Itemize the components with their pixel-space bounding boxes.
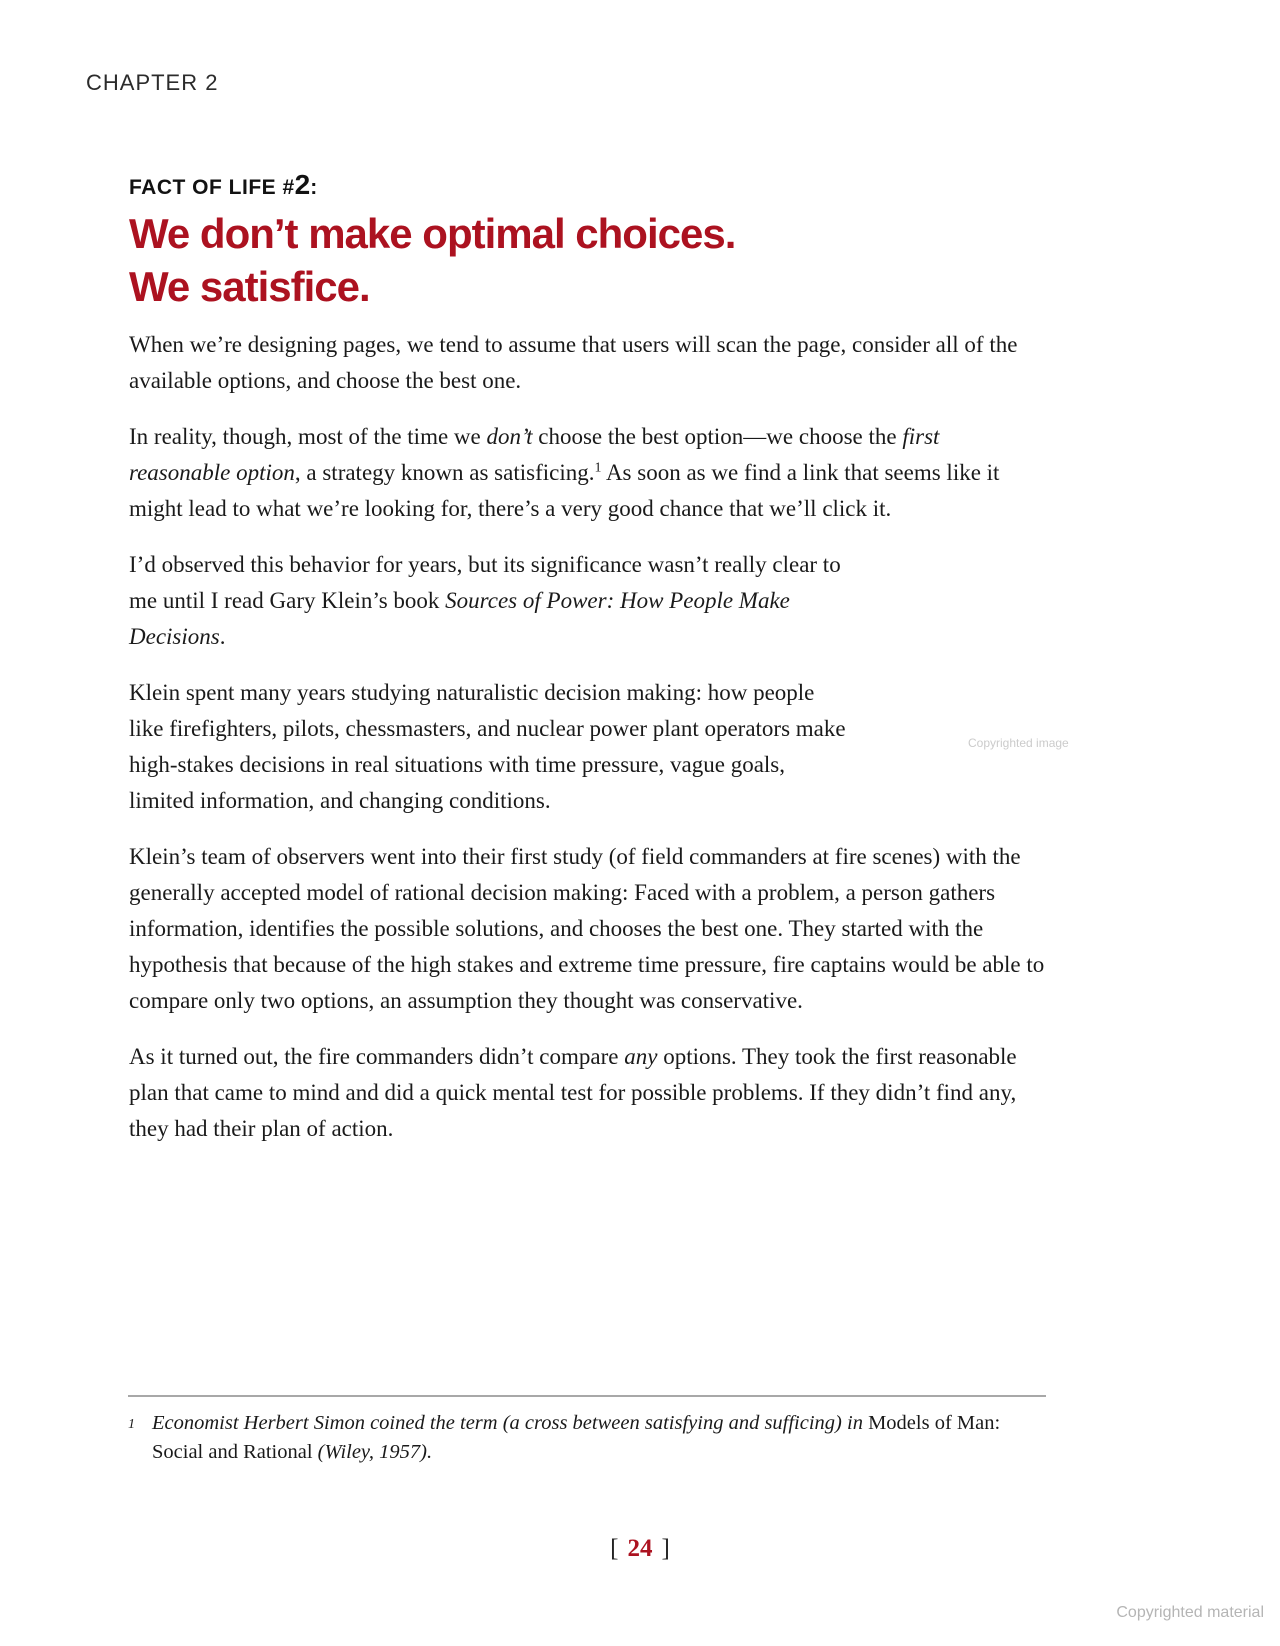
text-segment: Economist Herbert Simon coined the term (a cross between satisfying and sufficing) in	[152, 1412, 869, 1434]
text-segment: don’t	[486, 424, 533, 449]
text-segment: When we’re designing pages, we tend to assume that users will scan the page, consider all of the available options, and choose the best one.	[129, 332, 1018, 393]
fact-of-life-kicker	[129, 170, 1045, 203]
text-segment: In reality, though, most of the time we	[129, 424, 487, 449]
title-line-1: We don’t make optimal choices.	[129, 210, 736, 257]
text-segment: , a strategy known as satisficing.	[294, 460, 595, 485]
text-segment: 1	[594, 460, 602, 476]
paragraph-4	[129, 675, 847, 819]
paragraph-2	[129, 419, 1045, 527]
copyrighted-image-watermark: Copyrighted image	[968, 736, 1069, 750]
footnote-text	[152, 1409, 1046, 1467]
text-segment: options. They took the first reasonable plan that came to mind and did a quick mental test for possible problems. If they didn’t find any, they had their plan of action.	[129, 1044, 1017, 1141]
footnote-marker: 1	[128, 1417, 135, 1432]
text-segment: (Wiley, 1957).	[317, 1441, 433, 1463]
text-segment: .	[219, 624, 226, 649]
text-segment: Sources of Power: How People Make Decisions	[129, 588, 790, 649]
page-title	[129, 207, 1045, 313]
kicker-colon: :	[310, 176, 318, 199]
footnote-body	[128, 1409, 1046, 1467]
page-number-folio	[0, 1535, 1280, 1563]
text-segment: Klein spent many years studying naturalistic decision making: how people like firefighters, pilots, chessmasters, and nuclear power plant operators make high-stakes decisions in real situations with time pressure, vague goals, limited information, and changing conditions.	[129, 680, 846, 813]
copyrighted-material-watermark: Copyrighted material	[1116, 1604, 1264, 1621]
paragraph-1	[129, 327, 1045, 399]
text-segment: choose the best option—we choose the	[532, 424, 903, 449]
folio-left-bracket: [	[610, 1535, 619, 1562]
kicker-prefix: FACT OF LIFE #	[129, 176, 295, 199]
text-segment: first reasonable option	[129, 424, 940, 485]
chapter-label: CHAPTER 2	[86, 70, 219, 95]
text-column	[129, 170, 1045, 1167]
folio-right-bracket: ]	[661, 1535, 670, 1562]
title-line-2: We satisfice.	[129, 263, 370, 310]
text-segment: As soon as we find a link that seems like it might lead to what we’re looking for, there’s a very good chance that we’ll click it.	[129, 460, 1000, 521]
footnote-rule	[128, 1395, 1046, 1397]
body-paragraphs	[129, 327, 1045, 1147]
text-segment: As it turned out, the fire commanders didn’t compare	[129, 1044, 625, 1069]
text-segment: I’d observed this behavior for years, but its significance wasn’t really clear to me until I read Gary Klein’s book	[129, 552, 841, 613]
paragraph-5	[129, 839, 1045, 1019]
kicker-number: 2	[294, 169, 311, 200]
text-segment: any	[624, 1044, 658, 1069]
text-segment: Klein’s team of observers went into their first study (of field commanders at fire scenes) with the generally accepted model of rational decision making: Faced with a problem, a person gathers information, identifies the possible solutions, and chooses the best one. They started with the hypothesis that because of the high stakes and extreme time pressure, fire captains would be able to compare only two options, an assumption they thought was conservative.	[129, 844, 1045, 1013]
text-segment: Models of Man: Social and Rational	[152, 1412, 1001, 1463]
folio-number: 24	[627, 1535, 653, 1562]
footnote	[128, 1395, 1046, 1467]
paragraph-6	[129, 1039, 1045, 1147]
paragraph-3	[129, 547, 847, 655]
